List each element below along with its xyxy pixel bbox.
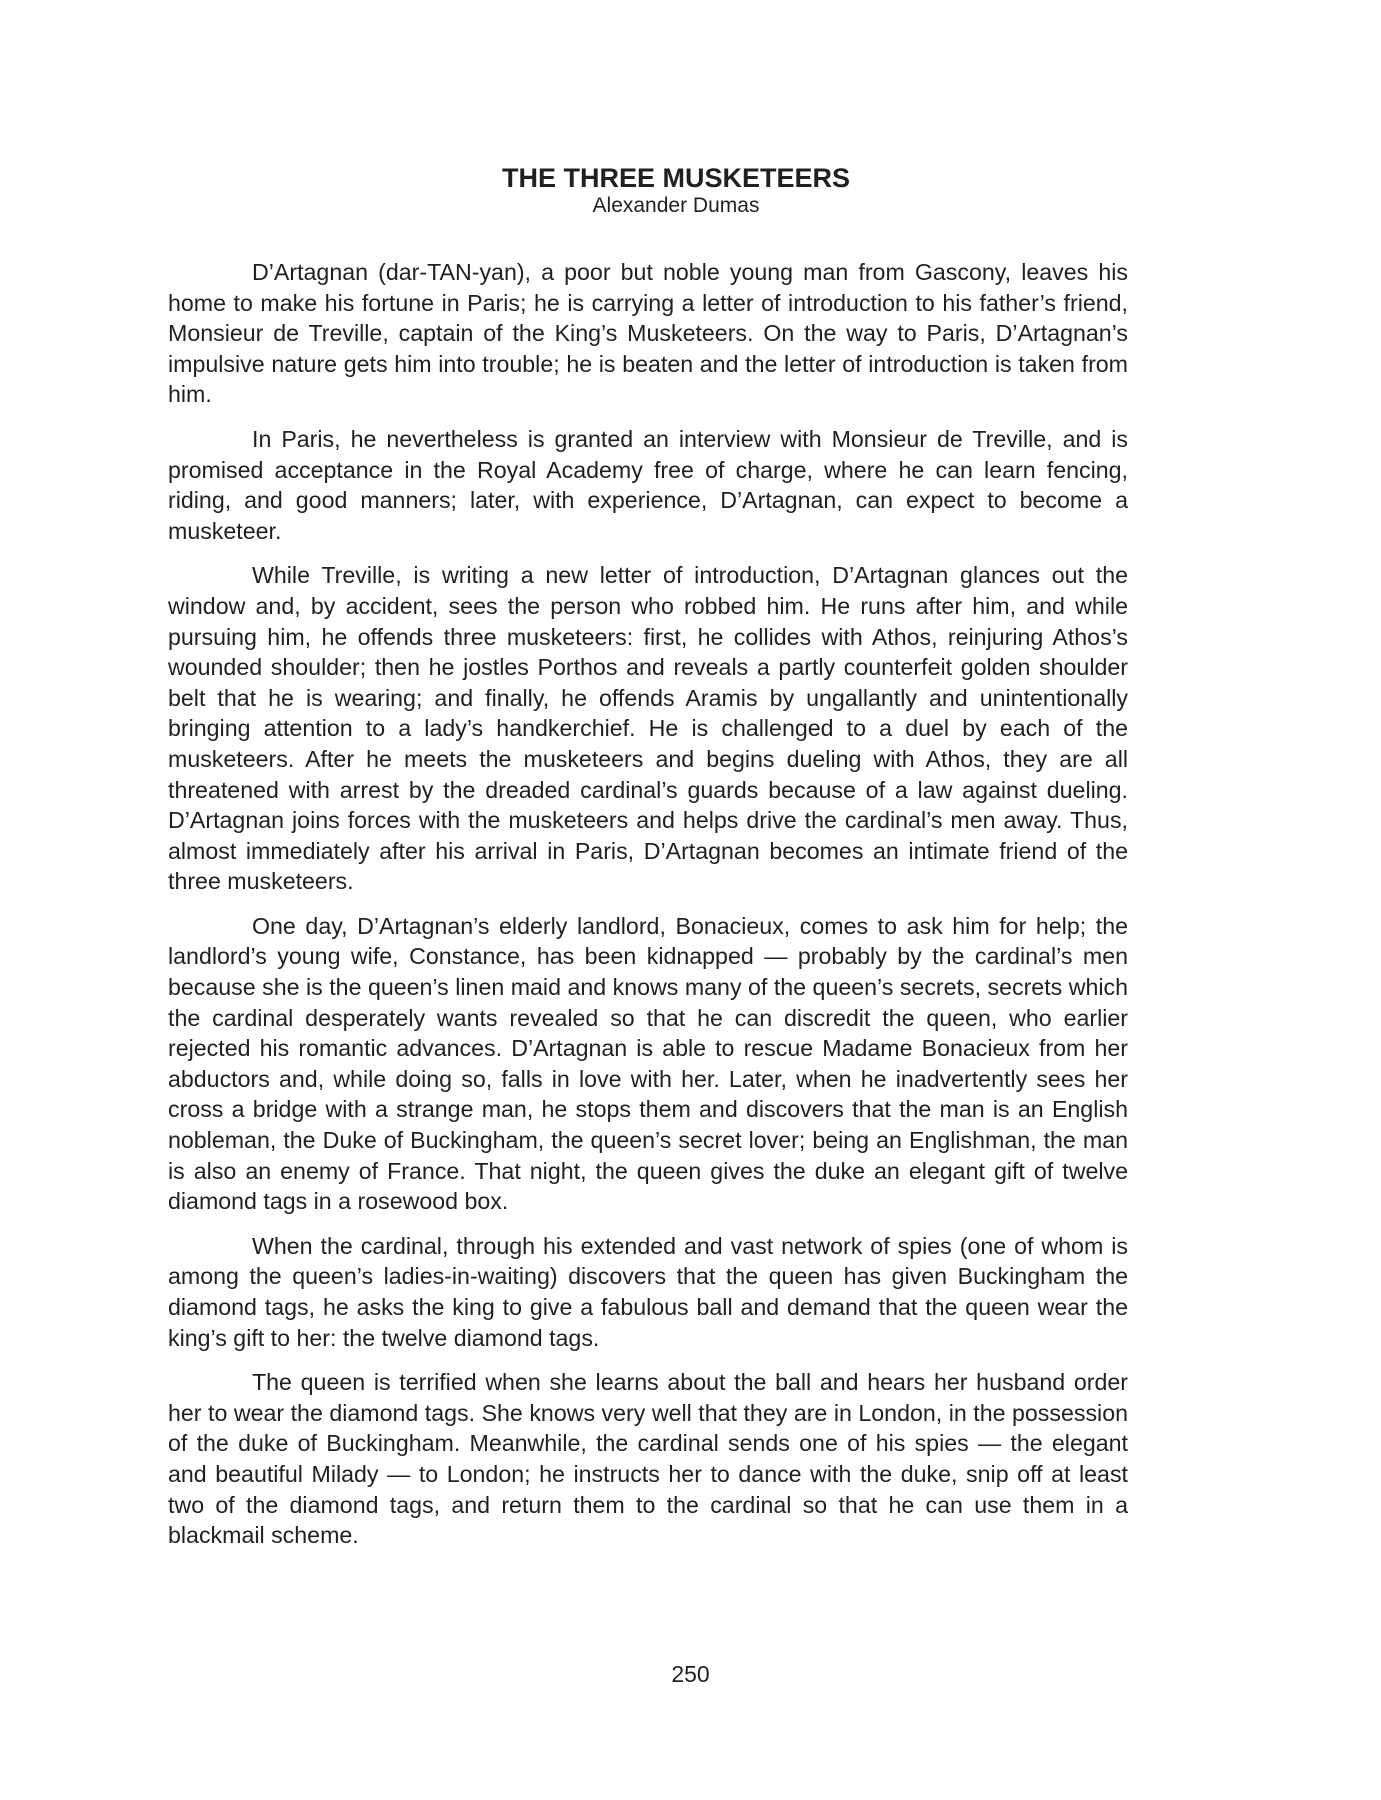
page-number: 250 xyxy=(671,1661,710,1687)
document-body xyxy=(168,257,1128,1565)
document-header xyxy=(168,163,1128,219)
paragraph: One day, D’Artagnan’s elderly landlord, Bonacieux, comes to ask him for help; the landlord’s young wife, Constance, has been kidnapped — probably by the cardinal’s men because she is the queen’s linen maid and knows many of the queen’s secrets, secrets which the cardinal desperately wants revealed so that he can discredit the queen, who earlier rejected his romantic advances. D’Artagnan is able to rescue Madame Bonacieux from her abductors and, while doing so, falls in love with her. Later, when he inadvertently sees her cross a bridge with a strange man, he stops them and discovers that the man is an English nobleman, the Duke of Buckingham, the queen’s secret lover; being an Englishman, the man is also an enemy of France. That night, the queen gives the duke an elegant gift of twelve diamond tags in a rosewood box. xyxy=(168,912,1128,1215)
paragraph: The queen is terrified when she learns about the ball and hears her husband order her to wear the diamond tags. She knows very well that they are in London, in the possession of the duke of Buckingham. Meanwhile, the cardinal sends one of his spies — the elegant and beautiful Milady — to London; he instructs her to dance with the duke, snip off at least two of the diamond tags, and return them to the cardinal so that he can use them in a blackmail scheme. xyxy=(168,1369,1128,1549)
paragraph: While Treville, is writing a new letter of introduction, D’Artagnan glances out the window and, by accident, sees the person who robbed him. He runs after him, and while pursuing him, he offends three musketeers: first, he collides with Athos, reinjuring Athos’s wounded shoulder; then he jostles Porthos and reveals a partly counterfeit golden shoulder belt that he is wearing; and finally, he offends Aramis by ungallantly and unintentionally bringing attention to a lady’s handkerchief. He is challenged to a duel by each of the musketeers. After he meets the musketeers and begins dueling with Athos, they are all threatened with arrest by the dreaded cardinal’s guards because of a law against dueling. D’Artagnan joins forces with the musketeers and helps drive the cardinal’s men away. Thus, almost immediately after his arrival in Paris, D’Artagnan becomes an intimate friend of the three musketeers. xyxy=(168,562,1128,895)
paragraph: When the cardinal, through his extended and vast network of spies (one of whom is among the queen’s ladies-in-waiting) discovers that the queen has given Buckingham the diamond tags, he asks the king to give a fabulous ball and demand that the queen wear the king’s gift to her: the twelve diamond tags. xyxy=(168,1232,1128,1351)
document-title: THE THREE MUSKETEERS xyxy=(501,163,851,193)
paragraph: In Paris, he nevertheless is granted an interview with Monsieur de Treville, and is promised acceptance in the Royal Academy free of charge, where he can learn fencing, riding, and good manners; later, with experience, D’Artagnan, can expect to become a musketeer. xyxy=(168,425,1128,544)
document-author: Alexander Dumas xyxy=(592,194,760,217)
paragraph: D’Artagnan (dar-TAN-yan), a poor but noble young man from Gascony, leaves his home to make his fortune in Paris; he is carrying a letter of introduction to his father’s friend, Monsieur de Treville, captain of the King’s Musketeers. On the way to Paris, D’Artagnan’s impulsive nature gets him into trouble; he is beaten and the letter of introduction is taken from him. xyxy=(168,259,1128,408)
